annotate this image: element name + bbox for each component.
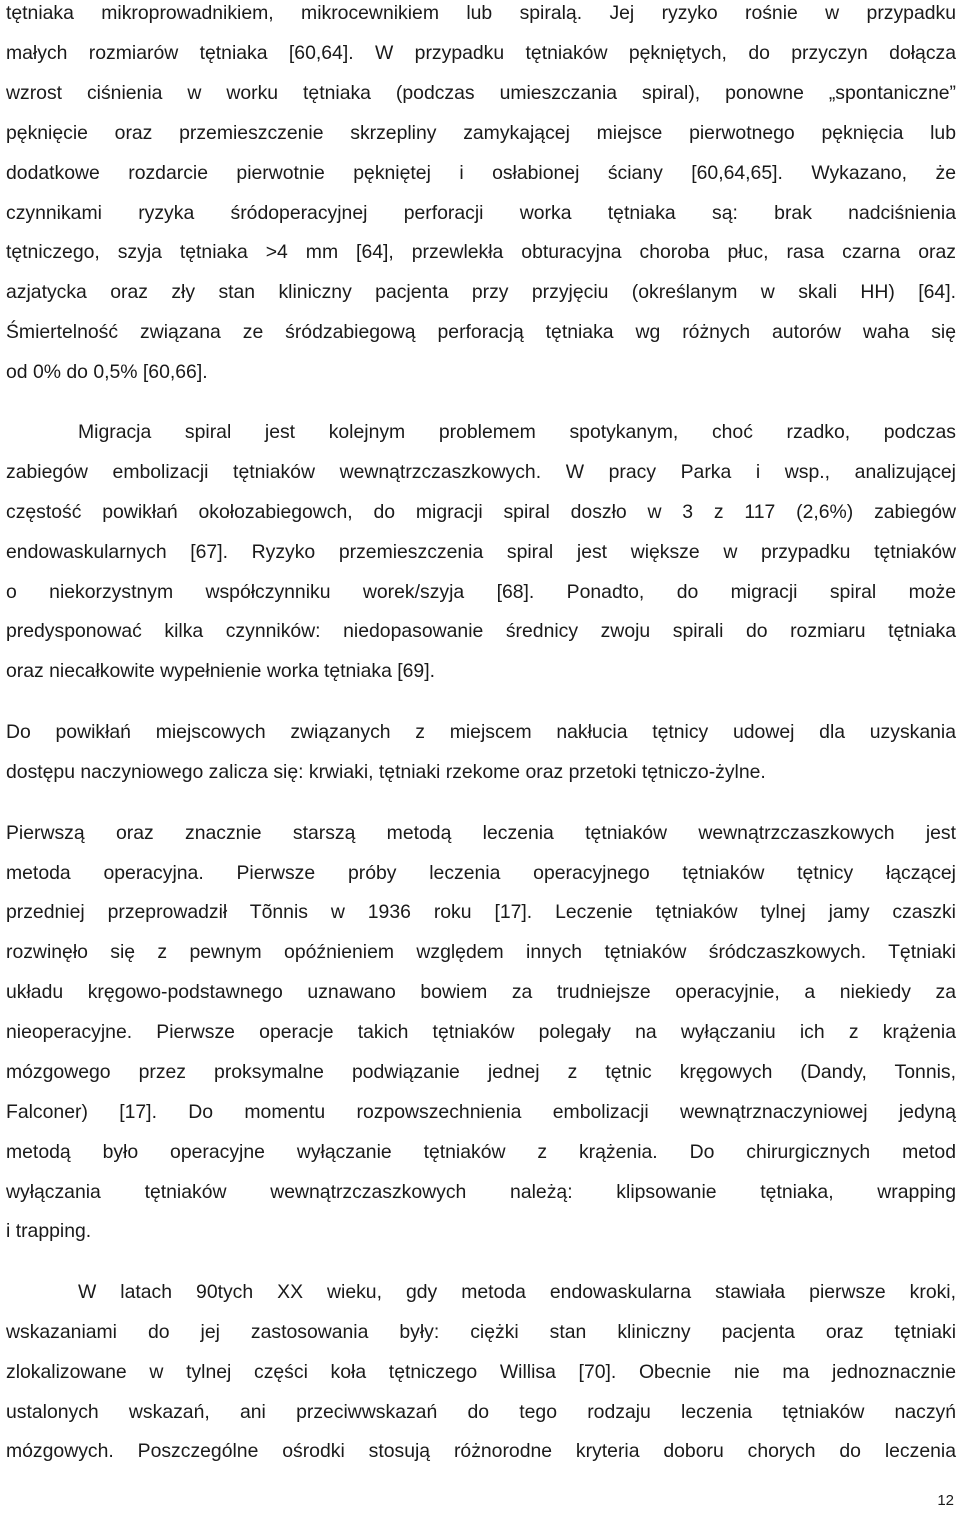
text-line: o niekorzystnym współczynniku worek/szyja [68]. Ponadto, do migracji spiral może (6, 581, 956, 603)
text-line: nieoperacyjne. Pierwsze operacje takich tętniaków polegały na wyłączaniu ich z krążenia (6, 1021, 956, 1043)
text-line: Pierwszą oraz znacznie starszą metodą leczenia tętniaków wewnątrzczaszkowych jest (6, 822, 956, 844)
text-line: od 0% do 0,5% [60,66]. (6, 361, 208, 383)
text-line: oraz niecałkowite wypełnienie worka tętniaka [69]. (6, 660, 435, 682)
text-line: dodatkowe rozdarcie pierwotnie pękniętej i osłabionej ściany [60,64,65]. Wykazano, że (6, 162, 956, 184)
text-line: mózgowego przez proksymalne podwiązanie jednej z tętnic kręgowych (Dandy, Tonnis, (6, 1061, 956, 1083)
text-line: dostępu naczyniowego zalicza się: krwiaki, tętniaki rzekome oraz przetoki tętniczo-żylne. (6, 761, 766, 783)
text-line: W latach 90tych XX wieku, gdy metoda endowaskularna stawiała pierwsze kroki, (78, 1281, 956, 1303)
text-line: predysponować kilka czynników: niedopasowanie średnicy zwoju spirali do rozmiaru tętniaka (6, 620, 956, 642)
text-line: pęknięcie oraz przemieszczenie skrzepliny zamykającej miejsce pierwotnego pęknięcia lub (6, 122, 956, 144)
text-line: azjatycka oraz zły stan kliniczny pacjenta przy przyjęciu (określanym w skali HH) [64]. (6, 281, 956, 303)
text-line: przedniej przeprowadził Tõnnis w 1936 roku [17]. Leczenie tętniaków tylnej jamy czaszki (6, 901, 956, 923)
text-line: metoda operacyjna. Pierwsze próby leczenia operacyjnego tętniaków tętnicy łączącej (6, 862, 956, 884)
text-line: Migracja spiral jest kolejnym problemem spotykanym, choć rzadko, podczas (78, 421, 956, 443)
text-line: metodą było operacyjne wyłączanie tętniaków z krążenia. Do chirurgicznych metod (6, 1141, 956, 1163)
text-line: Falconer) [17]. Do momentu rozpowszechnienia embolizacji wewnątrznaczyniowej jedyną (6, 1101, 956, 1123)
text-line: tętniczego, szyja tętniaka >4 mm [64], przewlekła obturacyjna choroba płuc, rasa czarna oraz (6, 241, 956, 263)
text-line: Do powikłań miejscowych związanych z miejscem nakłucia tętnicy udowej dla uzyskania (6, 721, 956, 743)
text-line: czynnikami ryzyka śródoperacyjnej perforacji worka tętniaka są: brak nadciśnienia (6, 202, 956, 224)
text-line: rozwinęło się z pewnym opóźnieniem względem innych tętniaków śródczaszkowych. Tętniaki (6, 941, 956, 963)
page-number: 12 (937, 1492, 954, 1509)
text-line: mózgowych. Poszczególne ośrodki stosują różnorodne kryteria doboru chorych do leczenia (6, 1440, 956, 1462)
text-line: endowaskularnych [67]. Ryzyko przemieszczenia spiral jest większe w przypadku tętniaków (6, 541, 956, 563)
text-line: tętniaka mikroprowadnikiem, mikrocewnikiem lub spiralą. Jej ryzyko rośnie w przypadku (6, 2, 956, 24)
text-line: zlokalizowane w tylnej części koła tętniczego Willisa [70]. Obecnie nie ma jednoznacznie (6, 1361, 956, 1383)
text-line: zabiegów embolizacji tętniaków wewnątrzczaszkowych. W pracy Parka i wsp., analizującej (6, 461, 956, 483)
text-line: częstość powikłań okołozabiegowch, do migracji spiral doszło w 3 z 117 (2,6%) zabiegów (6, 501, 956, 523)
text-line: małych rozmiarów tętniaka [60,64]. W przypadku tętniaków pękniętych, do przyczyn dołącza (6, 42, 956, 64)
text-line: ustalonych wskazań, ani przeciwwskazań do tego rodzaju leczenia tętniaków naczyń (6, 1401, 956, 1423)
text-line: wskazaniami do jej zastosowania były: ciężki stan kliniczny pacjenta oraz tętniaki (6, 1321, 956, 1343)
text-line: i trapping. (6, 1220, 92, 1242)
text-line: wzrost ciśnienia w worku tętniaka (podczas umieszczania spiral), ponowne „spontaniczne” (6, 82, 956, 104)
text-line: Śmiertelność związana ze śródzabiegową perforacją tętniaka wg różnych autorów waha się (6, 321, 956, 343)
text-line: wyłączania tętniaków wewnątrzczaszkowych należą: klipsowanie tętniaka, wrapping (6, 1181, 956, 1203)
text-line: układu kręgowo-podstawnego uznawano bowiem za trudniejsze operacyjnie, a niekiedy za (6, 981, 956, 1003)
